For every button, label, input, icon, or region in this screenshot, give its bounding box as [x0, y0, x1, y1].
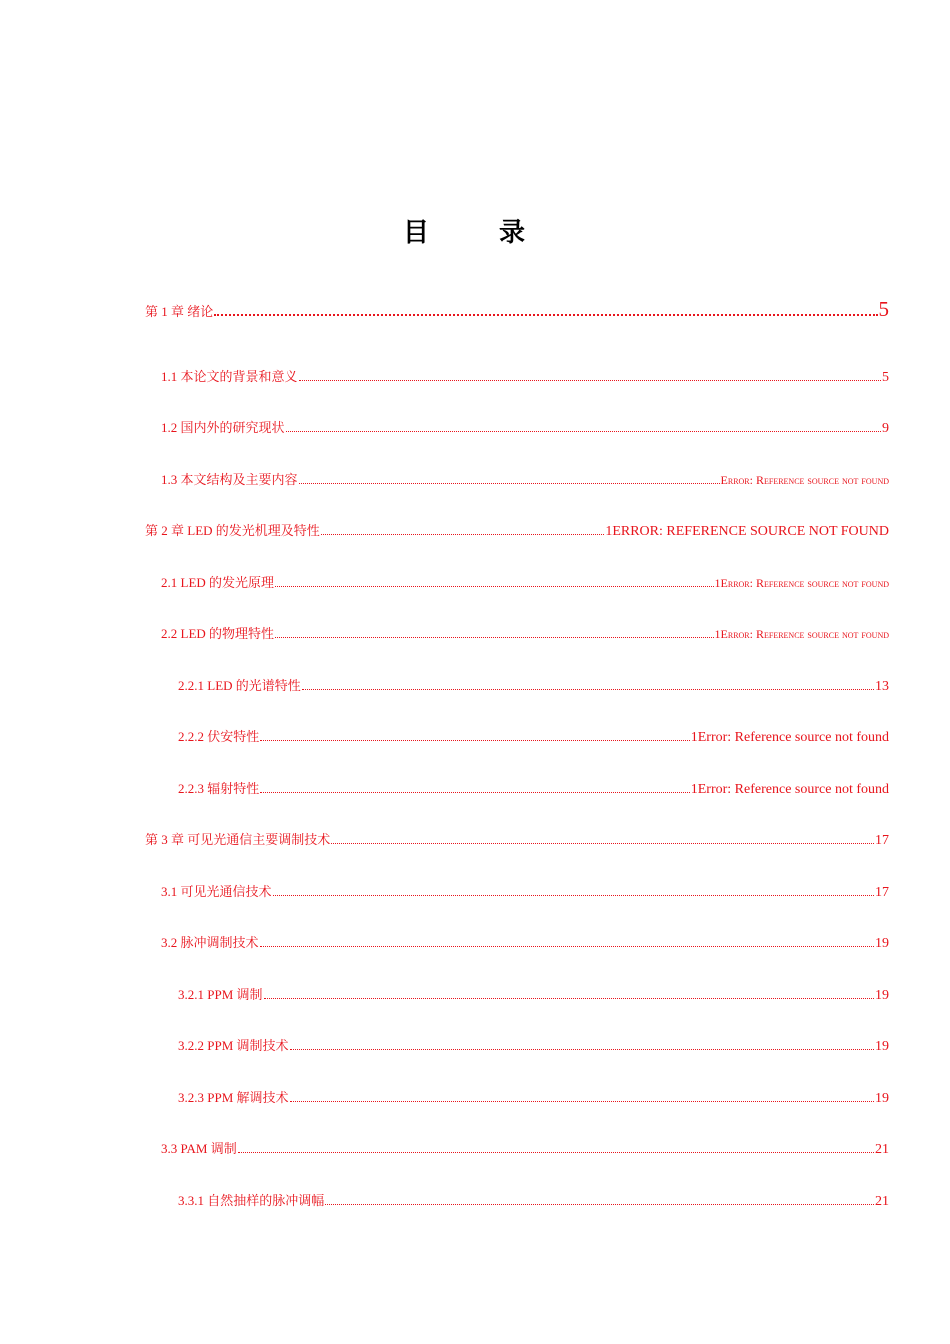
dot-leader: [299, 482, 720, 484]
toc-entry-1-2[interactable]: [161, 417, 889, 437]
toc-entry-page: 1Error: Reference source not found: [690, 730, 889, 745]
toc-entry-page: 21: [875, 1142, 889, 1157]
dot-leader: [260, 791, 689, 793]
toc-entry-label: 3.2.3 PPM 解调技术: [178, 1090, 289, 1105]
dot-leader: [290, 1100, 874, 1102]
dot-leader: [273, 894, 874, 896]
toc-entry-3-2[interactable]: [161, 932, 889, 952]
toc-entry-label: 2.1 LED 的发光原理: [161, 575, 275, 590]
toc-entry-page: 19: [875, 936, 889, 951]
toc-entry-label: 3.1 可见光通信技术: [161, 884, 272, 899]
toc-entry-label: 3.3 PAM 调制: [161, 1141, 237, 1156]
dot-leader: [264, 997, 874, 999]
toc-entry-3-2-3[interactable]: [178, 1087, 889, 1107]
toc-entry-2-2[interactable]: [161, 623, 889, 642]
dot-leader: [290, 1048, 874, 1050]
toc-entry-label: 第 1 章 绪论: [145, 304, 214, 319]
dot-leader: [299, 379, 881, 381]
toc-entry-1-1[interactable]: [161, 366, 889, 386]
toc-entry-1-3[interactable]: [161, 469, 889, 488]
toc-entry-2-2-1[interactable]: [178, 675, 889, 695]
dot-leader: [275, 636, 714, 638]
dot-leader: [260, 945, 874, 947]
toc-entry-label: 3.2 脉冲调制技术: [161, 935, 259, 950]
dot-leader: [331, 842, 874, 844]
toc-entry-page: 1Error: Reference source not found: [690, 782, 889, 797]
toc-entry-page: 9: [882, 421, 889, 436]
toc-entry-label: 第 2 章 LED 的发光机理及特性: [145, 523, 320, 538]
dot-leader: [238, 1151, 874, 1153]
toc-entry-label: 1.3 本文结构及主要内容: [161, 472, 298, 487]
toc-entry-page: 19: [875, 1091, 889, 1106]
dot-leader: [321, 533, 605, 535]
toc-entry-page: 5: [882, 370, 889, 385]
toc-entry-page: 21: [875, 1194, 889, 1209]
toc-entry-label: 2.2.3 辐射特性: [178, 781, 260, 796]
toc-entry-page: 13: [875, 679, 889, 694]
toc-entry-page: 1ERROR: REFERENCE SOURCE NOT FOUND: [605, 524, 889, 539]
toc-entry-page: 19: [875, 1039, 889, 1054]
toc-entry-page: Error: Reference source not found: [720, 473, 889, 487]
toc-entry-2-2-2[interactable]: [178, 726, 889, 746]
toc-entry-2-2-3[interactable]: [178, 778, 889, 798]
toc-entry-page: 5: [878, 297, 889, 321]
toc-entry-3-3-1[interactable]: [178, 1190, 889, 1210]
toc-entry-label: 第 3 章 可见光通信主要调制技术: [145, 832, 331, 847]
toc-entry-label: 3.2.1 PPM 调制: [178, 987, 263, 1002]
toc-entry-chapter-1[interactable]: [145, 297, 889, 322]
dot-leader: [260, 739, 689, 741]
toc-entry-label: 3.2.2 PPM 调制技术: [178, 1038, 289, 1053]
toc-entry-label: 2.2 LED 的物理特性: [161, 626, 275, 641]
toc-entry-2-1[interactable]: [161, 572, 889, 591]
toc-entry-page: 19: [875, 988, 889, 1003]
toc-entry-label: 2.2.2 伏安特性: [178, 729, 260, 744]
page-title: 目 录: [402, 218, 547, 248]
toc-entry-3-2-2[interactable]: [178, 1035, 889, 1055]
toc-entry-label: 1.2 国内外的研究现状: [161, 420, 285, 435]
dot-leader: [302, 688, 874, 690]
toc-entry-label: 1.1 本论文的背景和意义: [161, 369, 298, 384]
dot-leader: [214, 313, 877, 316]
toc-entry-page: 17: [875, 833, 889, 848]
toc-entry-label: 2.2.1 LED 的光谱特性: [178, 678, 301, 693]
dot-leader: [325, 1203, 874, 1205]
toc-entry-3-1[interactable]: [161, 881, 889, 901]
toc-entry-3-3[interactable]: [161, 1138, 889, 1158]
dot-leader: [286, 430, 881, 432]
toc-entry-page: 1Error: Reference source not found: [714, 576, 889, 590]
toc-entry-label: 3.3.1 自然抽样的脉冲调幅: [178, 1193, 325, 1208]
toc-entry-chapter-3[interactable]: [145, 829, 889, 849]
toc-entry-chapter-2[interactable]: [145, 520, 889, 540]
toc-entry-3-2-1[interactable]: [178, 984, 889, 1004]
toc-entry-page: 17: [875, 885, 889, 900]
dot-leader: [275, 585, 714, 587]
toc-entry-page: 1Error: Reference source not found: [714, 627, 889, 641]
